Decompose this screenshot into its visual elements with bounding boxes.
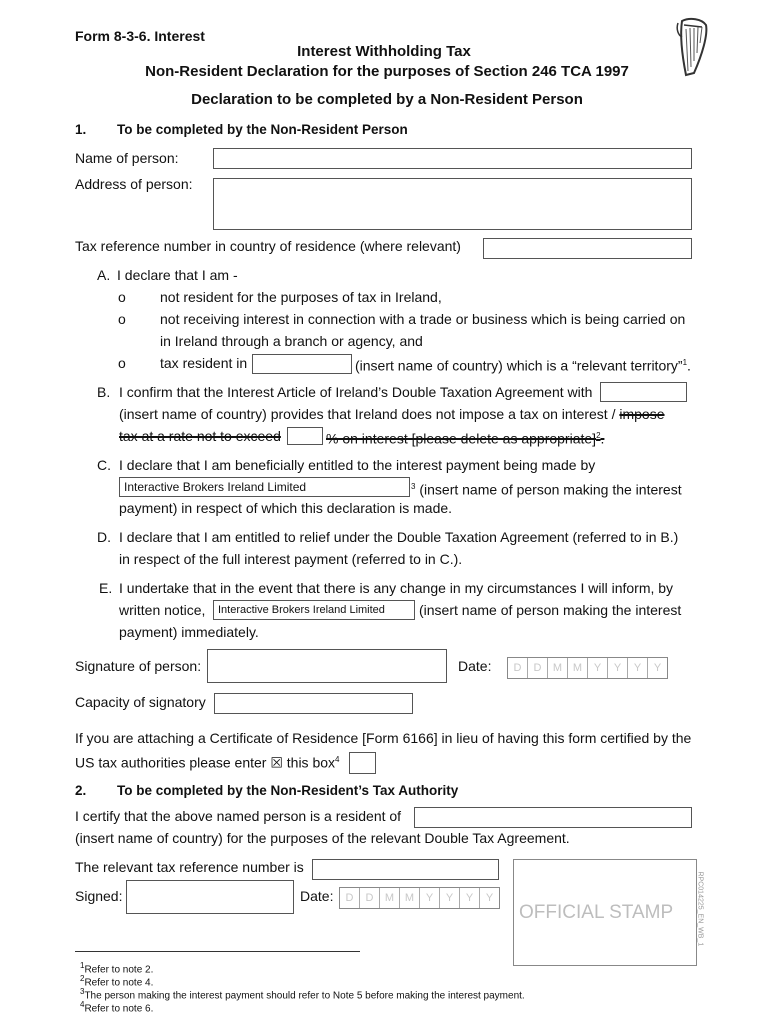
page-subtitle: Non-Resident Declaration for the purposes of Section 246 TCA 1997 — [145, 63, 629, 80]
section1-number: 1. — [75, 122, 87, 137]
clause-a-intro: I declare that I am - — [117, 267, 238, 283]
dta-country-field[interactable] — [600, 382, 687, 402]
signature-label: Signature of person: — [75, 658, 202, 674]
authority-taxref-label: The relevant tax reference number is — [75, 859, 304, 875]
date-field[interactable]: D D M M Y Y Y Y — [507, 657, 668, 679]
payer-field[interactable]: Interactive Brokers Ireland Limited — [119, 477, 410, 497]
authority-taxref-field[interactable] — [312, 859, 499, 880]
clause-c-line3: payment) in respect of which this declaration is made. — [119, 500, 453, 516]
section2-number: 2. — [75, 783, 87, 798]
certify-line2: (insert name of country) for the purposes of the relevant Double Tax Agreement. — [75, 830, 570, 846]
taxref-field[interactable] — [483, 238, 692, 259]
residence-country-field[interactable] — [252, 354, 352, 374]
clause-e-letter: E. — [99, 580, 113, 596]
page-title: Interest Withholding Tax — [297, 43, 471, 60]
bullet: o — [118, 355, 126, 371]
clause-d-line2: in respect of the full interest payment (referred to in C.). — [119, 551, 463, 567]
capacity-field[interactable] — [214, 693, 413, 714]
footnote-divider — [75, 951, 360, 952]
date-label: Date: — [458, 658, 492, 674]
section1-heading: To be completed by the Non-Resident Person — [117, 122, 408, 137]
clause-b-line1: I confirm that the Interest Article of Ireland’s Double Taxation Agreement with — [119, 384, 593, 400]
signature-field[interactable] — [207, 649, 447, 683]
clause-b-line2: (insert name of country) provides that Ireland does not impose a tax on interest / impose — [119, 406, 665, 422]
clause-a-bullet-3-pre: tax resident in — [160, 355, 248, 371]
clause-e-line1: I undertake that in the event that there is any change in my circumstances I will inform, by — [119, 580, 674, 596]
clause-c-letter: C. — [97, 457, 111, 473]
certify-line1: I certify that the above named person is a resident of — [75, 808, 402, 824]
form-id: Form 8-3-6. Interest — [75, 28, 205, 44]
side-code: RPC014225_EN_WB_1 — [696, 871, 704, 947]
clause-a-bullet-1: not resident for the purposes of tax in Ireland, — [160, 289, 442, 305]
official-stamp-label: OFFICIAL STAMP — [519, 902, 674, 923]
clause-b-letter: B. — [97, 384, 111, 400]
footnote-2: $^2$Refer to note 4. — [80, 974, 154, 989]
certificate-line1: If you are attaching a Certificate of Residence [Form 6166] in lieu of having this form certified by the — [75, 730, 692, 746]
authority-date-field[interactable]: D D M M Y Y Y Y — [339, 887, 500, 909]
clause-c-line1: I declare that I am beneficially entitled to the interest payment being made by — [119, 457, 596, 473]
authority-date-label: Date: — [300, 888, 334, 904]
bullet: o — [118, 311, 126, 327]
clause-e-line2-post: (insert name of person making the interest — [419, 602, 682, 618]
authority-signature-field[interactable] — [126, 880, 294, 914]
taxref-label: Tax reference number in country of residence (where relevant) — [75, 238, 461, 254]
clause-e-line3: payment) immediately. — [119, 624, 259, 640]
footnote-3: $^3$The person making the interest payment should refer to Note 5 before making the interest payment. — [80, 987, 525, 1002]
address-field[interactable] — [213, 178, 692, 230]
name-label: Name of person: — [75, 150, 179, 166]
clause-a-bullet-2-line2: in Ireland through a branch or agency, and — [160, 333, 423, 349]
clause-b-line3-struck: tax at a rate not to exceed — [119, 428, 281, 444]
clause-a-bullet-3-post: (insert name of country) which is a “relevant territory”$^1$. — [355, 357, 691, 374]
notice-recipient-field[interactable]: Interactive Brokers Ireland Limited — [213, 600, 415, 620]
clause-a-letter: A. — [97, 267, 111, 283]
footnote-1: $^1$Refer to note 2. — [80, 961, 154, 976]
clause-d-line1: I declare that I am entitled to relief under the Double Taxation Agreement (referred to in B.) — [119, 529, 679, 545]
clause-a-bullet-2-line1: not receiving interest in connection with a trade or business which is being carried on — [160, 311, 686, 327]
signed-label: Signed: — [75, 888, 123, 904]
declaration-heading: Declaration to be completed by a Non-Resident Person — [191, 91, 583, 108]
certificate-checkbox[interactable] — [349, 752, 376, 774]
bullet: o — [118, 289, 126, 305]
official-stamp-box[interactable] — [513, 859, 697, 966]
rate-field[interactable] — [287, 427, 323, 445]
clause-d-letter: D. — [97, 529, 111, 545]
resident-country-field[interactable] — [414, 807, 692, 828]
certificate-line2: US tax authorities please enter ☒ this box$^4$ — [75, 754, 340, 771]
footnote-4: $^4$Refer to note 6. — [80, 1000, 154, 1015]
name-field[interactable] — [213, 148, 692, 169]
address-label: Address of person: — [75, 176, 193, 192]
clause-e-line2-pre: written notice, — [119, 602, 206, 618]
capacity-label: Capacity of signatory — [75, 694, 206, 710]
section2-heading: To be completed by the Non-Resident’s Tax Authority — [117, 783, 459, 798]
clause-b-line3-struck-post: % on interest [please delete as appropriate]$^2$. — [326, 430, 605, 447]
clause-c-line2-post: $^3$ (insert name of person making the interest — [411, 481, 682, 498]
harp-emblem-icon — [672, 15, 712, 79]
